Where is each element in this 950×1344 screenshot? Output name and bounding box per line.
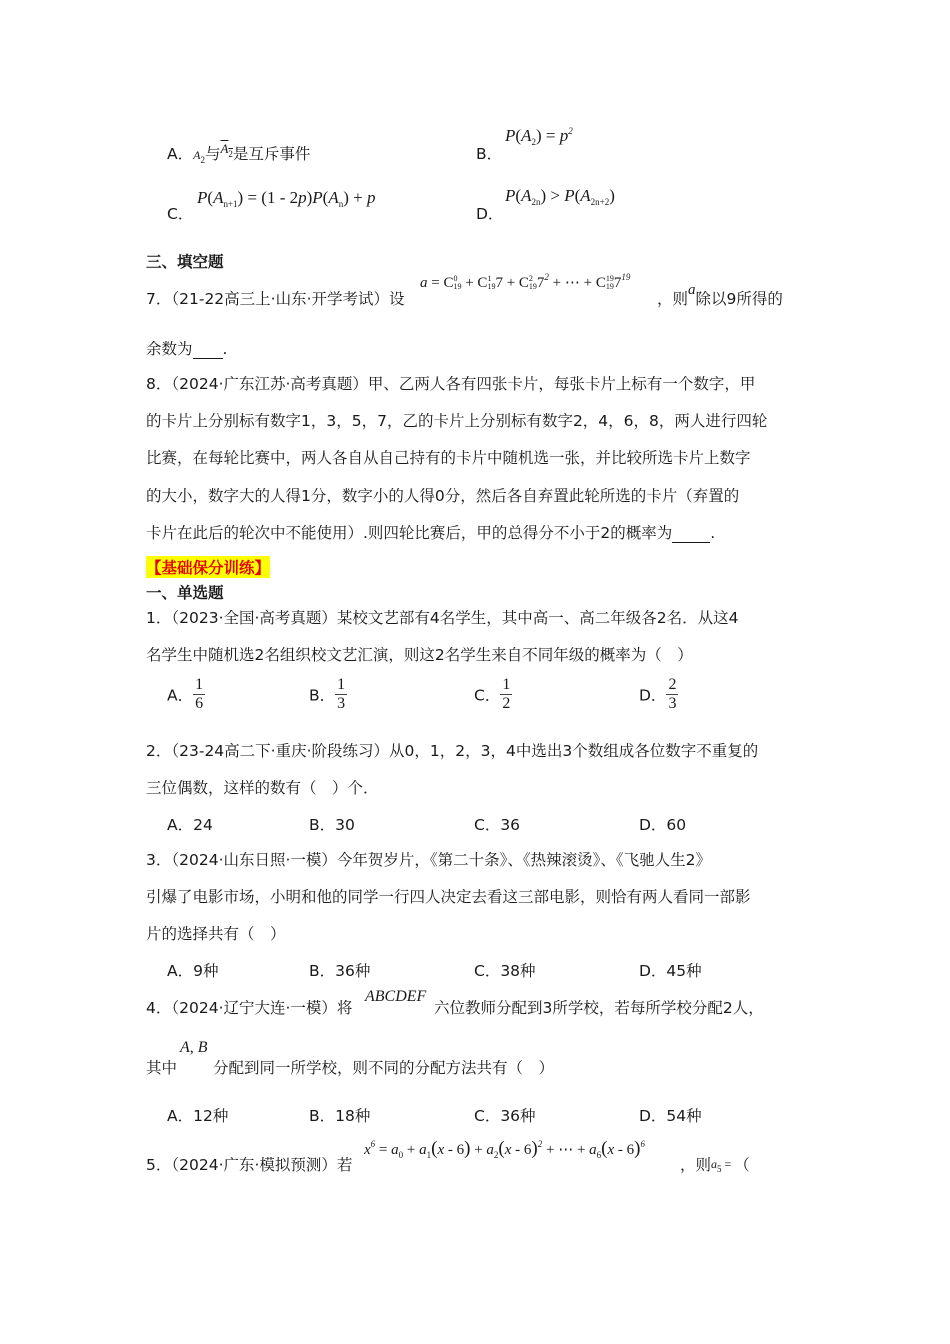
prev-option-c-label <box>167 202 193 224</box>
question-text: 除以9所得的 <box>695 290 783 308</box>
question-8-line3: 比赛，在每轮比赛中，两人各自从自己持有的卡片中随机选一张，并比较所选卡片上数字 <box>146 449 751 467</box>
question-3-line1 <box>146 848 711 870</box>
numerator: 1 <box>502 676 511 693</box>
section-title-fill-in: 三、填空题 <box>146 253 224 271</box>
question-2-line2: 三位偶数，这样的数有（ ）个． <box>146 779 379 797</box>
q7-formula: a = C0 19 + C1 197 + C2 $197^2$ + ⋯ + C19 $197^{19}$ <box>420 272 631 291</box>
q5-formula: $x^6 = a_0 + a_1(x - 6) + a_2(x - 6)^2$ + ⋯ + $a_6(x - 6)^6$ <box>364 1138 645 1160</box>
q1-option-a[interactable] <box>167 676 205 713</box>
q3-option-d[interactable]: D．45种 <box>639 962 702 980</box>
question-text: 余数为 <box>146 340 193 358</box>
question-8-line4: 的大小，数字大的人得1分，数字小的人得0分，然后各自弃置此轮所选的卡片（弃置的 <box>146 487 740 505</box>
question-text: ，则 <box>680 1156 712 1174</box>
answer-blank[interactable] <box>193 340 223 359</box>
q4-math-abcdef: ABCDEF <box>365 988 427 1005</box>
question-3-line3: 片的选择共有（ ） <box>146 925 286 943</box>
question-text: . <box>710 524 716 542</box>
question-3-line2: 引爆了电影市场，小明和他的同学一行四人决定去看这三部电影，则恰有两人看同一部影 <box>146 888 751 906</box>
option-text: 是互斥事件 <box>232 145 311 163</box>
q2-option-b[interactable]: B．30 <box>309 816 355 834</box>
math-a5: $a_5$ = <box>711 1157 735 1174</box>
q1-option-c[interactable] <box>474 676 512 713</box>
question-number: 3． <box>146 851 172 869</box>
prev-option-d-math: $P(A_{2n}) > P(A_{2n+2})$ <box>505 186 615 207</box>
q4-option-a[interactable]: A．12种 <box>167 1107 229 1125</box>
question-text: （2024·广东·模拟预测）若 <box>171 1156 353 1174</box>
fraction <box>500 676 512 713</box>
option-label: D． <box>639 686 667 705</box>
question-text: （ <box>734 1156 750 1174</box>
option-label: A． <box>167 686 194 705</box>
fraction <box>666 676 678 713</box>
option-label: B． <box>476 145 503 163</box>
q3-option-b[interactable]: B．36种 <box>309 962 371 980</box>
math-a2: $A_2$ <box>193 148 205 165</box>
option-label: C． <box>167 205 194 223</box>
option-label: C． <box>474 686 501 705</box>
math-a2-bar: A2 <box>220 141 233 159</box>
question-8-line5 <box>146 521 715 543</box>
question-text: . <box>222 340 228 358</box>
question-number: 4． <box>146 999 172 1017</box>
question-2-line1 <box>146 739 758 761</box>
question-4-line2 <box>146 1056 177 1078</box>
question-1-line2: 名学生中随机选2名组织校文艺汇演，则这2名学生来自不同年级的概率为（ ） <box>146 646 693 664</box>
question-4-line1-post: 六位教师分配到3所学校，若每所学校分配2人， <box>434 999 764 1017</box>
fraction <box>193 676 205 713</box>
q7-tail <box>657 282 783 309</box>
denominator: 2 <box>502 695 511 712</box>
q4-math-ab: A, B <box>180 1039 208 1056</box>
q1-option-b[interactable] <box>309 676 347 713</box>
prev-option-b-label <box>476 142 502 164</box>
option-label: A． <box>167 145 194 163</box>
option-label: D． <box>476 205 504 223</box>
prev-option-a <box>167 142 310 165</box>
question-text: 其中 <box>146 1059 178 1077</box>
numerator: 1 <box>195 676 204 693</box>
section-banner: 【基础保分训练】 <box>146 556 270 578</box>
question-number: 1． <box>146 609 172 627</box>
q2-option-d[interactable]: D．60 <box>639 816 687 834</box>
math-a: a <box>688 282 696 298</box>
numerator: 1 <box>337 676 346 693</box>
q3-option-c[interactable]: C．38种 <box>474 962 536 980</box>
question-4-line1 <box>146 996 352 1018</box>
section-title-single-choice: 一、单选题 <box>146 584 224 602</box>
question-text: （2023·全国·高考真题）某校文艺部有4名学生，其中高一、高二年级各2名．从这4 <box>171 609 739 627</box>
q3-option-a[interactable]: A．9种 <box>167 962 219 980</box>
fraction <box>335 676 347 713</box>
question-number: 8． <box>146 375 172 393</box>
prev-option-d-label <box>476 202 503 224</box>
question-text: （23-24高二下·重庆·阶段练习）从0，1，2，3，4中选出3个数组成各位数字不重复的 <box>171 742 759 760</box>
question-text: （2024·辽宁大连·一模）将 <box>171 999 353 1017</box>
question-4-line2-post: 分配到同一所学校，则不同的分配方法共有（ ） <box>213 1059 555 1077</box>
q4-option-d[interactable]: D．54种 <box>639 1107 702 1125</box>
option-label: B． <box>309 686 336 705</box>
q2-option-a[interactable]: A．24 <box>167 816 213 834</box>
question-8-line1 <box>146 372 755 394</box>
q4-option-b[interactable]: B．18种 <box>309 1107 371 1125</box>
question-5-line1 <box>146 1153 352 1175</box>
prev-option-c-math: $P(A_{n+1}) = (1 - 2p)P(A_n) + p$ <box>197 188 376 209</box>
q2-option-c[interactable]: C．36 <box>474 816 521 834</box>
question-text: （2024·广东江苏·高考真题）甲、乙两人各有四张卡片，每张卡片上标有一个数字，甲 <box>171 375 756 393</box>
question-number: 2． <box>146 742 172 760</box>
question-7-line2 <box>146 337 227 359</box>
question-text: ，则 <box>657 290 689 308</box>
question-number: 7． <box>146 290 172 308</box>
denominator: 6 <box>195 695 204 712</box>
answer-blank[interactable] <box>672 524 710 543</box>
denominator: 3 <box>668 695 677 712</box>
numerator: 2 <box>668 676 677 693</box>
question-text: 卡片在此后的轮次中不能使用）.则四轮比赛后，甲的总得分不小于2的概率为 <box>146 524 673 542</box>
option-text: 与 <box>204 145 221 163</box>
prev-option-b-math: $P(A_2) = p^2$ <box>505 126 573 147</box>
question-text: （2024·山东日照·一模）今年贺岁片，《第二十条》、《热辣滚烫》、《飞驰人生2》 <box>171 851 712 869</box>
question-5-tail <box>680 1153 750 1176</box>
question-text: （21-22高三上·山东·开学考试）设 <box>171 290 405 308</box>
question-1-line1 <box>146 606 739 628</box>
question-7-line1 <box>146 287 405 309</box>
q4-option-c[interactable]: C．36种 <box>474 1107 536 1125</box>
q1-option-d[interactable] <box>639 676 678 713</box>
question-number: 5． <box>146 1156 172 1174</box>
denominator: 3 <box>337 695 346 712</box>
question-8-line2: 的卡片上分别标有数字1，3，5，7，乙的卡片上分别标有数字2，4，6，8，两人进行四轮 <box>146 412 768 430</box>
